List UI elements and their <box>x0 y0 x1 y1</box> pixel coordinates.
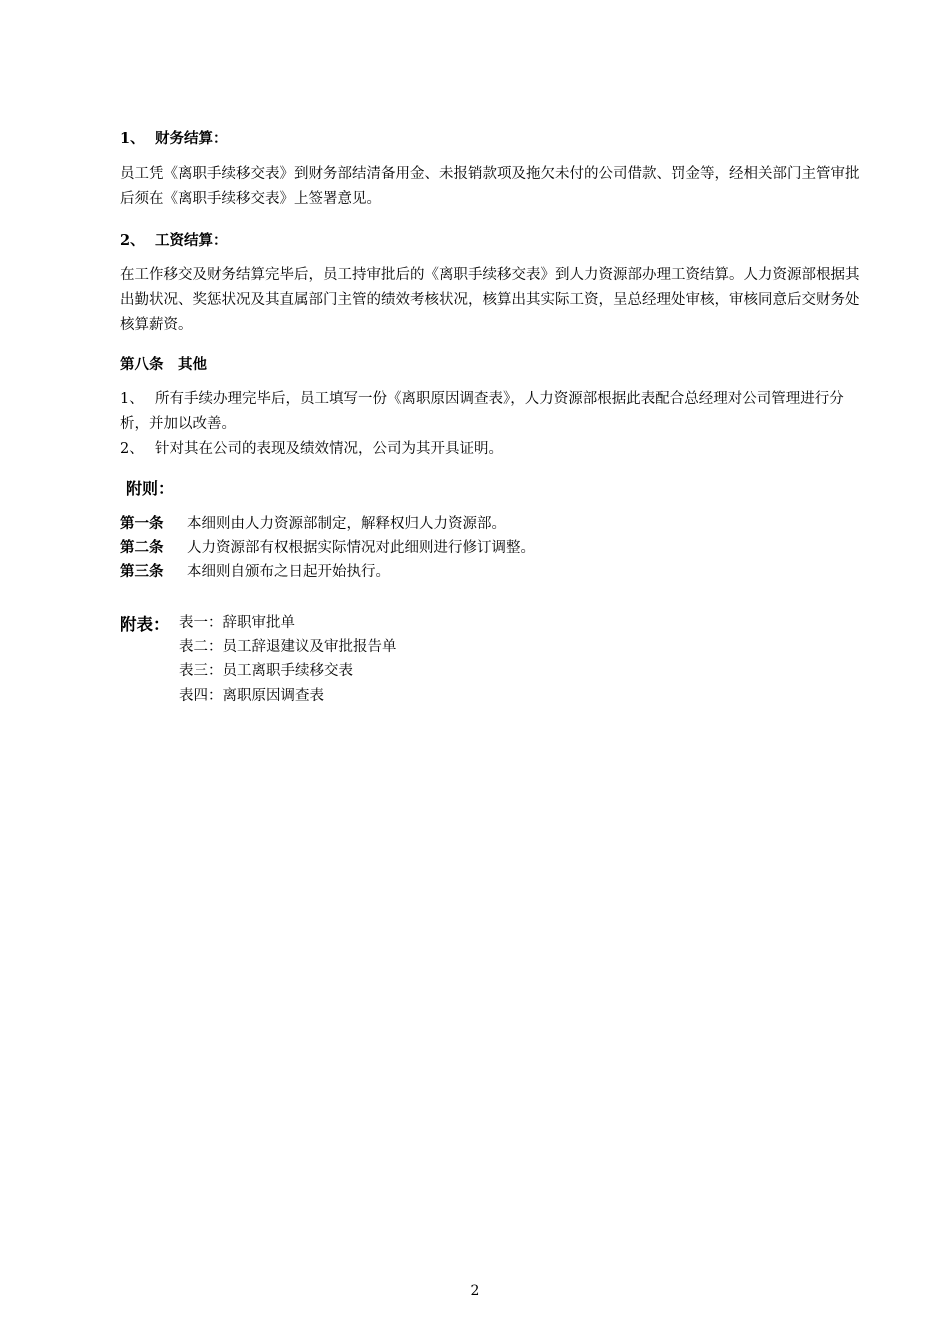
article8-heading: 第八条 其他 <box>120 356 207 373</box>
finance-number: 1、 <box>120 130 145 147</box>
fubiao-item-4: 表四：离职原因调查表 <box>179 688 324 704</box>
article8-item2 <box>120 437 865 462</box>
fubiao-title: 附表： <box>120 615 170 634</box>
finance-paragraph: 员工凭《离职手续移交表》到财务部结清备用金、未报销款项及拖欠未付的公司借款、罚金等，经相关部门主管审批后须在《离职手续移交表》上签署意见。 <box>120 166 860 207</box>
fuze-article-1-text: 本细则由人力资源部制定，解释权归人力资源部。 <box>187 516 506 532</box>
article8-item1-text: 所有手续办理完毕后，员工填写一份《离职原因调查表》，人力资源部根据此表配合总经理对公司管理进行分析，并加以改善。 <box>120 391 844 432</box>
article8-item2-number: 2、 <box>120 441 144 457</box>
article8-item1 <box>120 387 865 437</box>
salary-number: 2、 <box>120 232 145 249</box>
fuze-article-1-label: 第一条 <box>120 515 164 532</box>
fuze-article-2-text: 人力资源部有权根据实际情况对此细则进行修订调整。 <box>187 540 535 556</box>
fubiao-item-1: 表一：辞职审批单 <box>179 615 295 631</box>
fuze-article-3-text: 本细则自颁布之日起开始执行。 <box>187 564 390 580</box>
fuze-article-3 <box>120 560 390 584</box>
salary-heading <box>120 229 865 250</box>
fubiao-item-2: 表二：员工辞退建议及审批报告单 <box>179 639 397 655</box>
finance-heading <box>120 127 865 148</box>
fubiao-item-3: 表三：员工离职手续移交表 <box>179 663 353 679</box>
page-number: 2 <box>470 1283 480 1299</box>
fuze-article-2-label: 第二条 <box>120 539 164 556</box>
fuze-article-2 <box>120 536 535 560</box>
article8-item2-text: 针对其在公司的表现及绩效情况，公司为其开具证明。 <box>155 441 503 457</box>
salary-title: 工资结算： <box>155 232 228 249</box>
fuze-title: 附则： <box>126 479 175 498</box>
finance-title: 财务结算： <box>155 130 228 147</box>
salary-paragraph: 在工作移交及财务结算完毕后，员工持审批后的《离职手续移交表》到人力资源部办理工资结算。人力资源部根据其出勤状况、奖惩状况及其直属部门主管的绩效考核状况，核算出其实际工资，呈总经理处审核，审核同意后交财务处核算薪资。 <box>120 267 860 333</box>
fuze-article-3-label: 第三条 <box>120 563 164 580</box>
article8-item1-number: 1、 <box>120 391 144 407</box>
fuze-article-1 <box>120 512 506 536</box>
